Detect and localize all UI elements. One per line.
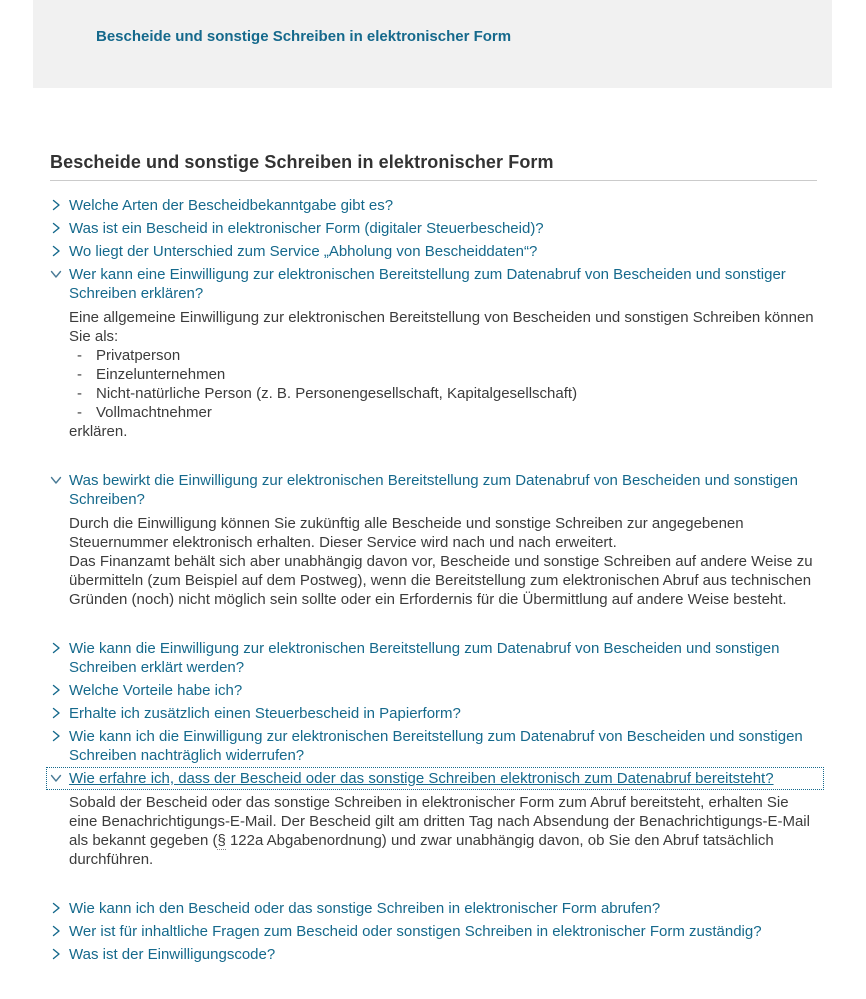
faq-question-label: Was ist ein Bescheid in elektronischer Form (digitaler Steuerbescheid)? (69, 220, 544, 237)
faq-answer (69, 514, 817, 609)
main-content (50, 88, 817, 966)
faq-question-was-bewirkt-einwilligung[interactable] (50, 469, 817, 511)
list-item-text: Privatperson (96, 347, 181, 364)
page-header-band (33, 0, 832, 88)
header-band-title: Bescheide und sonstige Schreiben in elektronischer Form (96, 28, 512, 45)
list-item (69, 403, 817, 422)
faq-question-benachrichtigung-bereitsteht[interactable] (46, 767, 824, 790)
faq-question-label: Wie kann ich die Einwilligung zur elektronischen Bereitstellung zum Datenabruf von Bescheiden und sonstigen Schreiben nachträglich widerrufen? (69, 728, 803, 764)
list-item (69, 365, 817, 384)
faq-question-label: Wie erfahre ich, dass der Bescheid oder das sonstige Schreiben elektronisch zum Datenabruf bereitsteht? (69, 770, 774, 787)
faq-question-label: Wie kann die Einwilligung zur elektronischen Bereitstellung zum Datenabruf von Bescheiden und sonstigen Schreiben erklärt werden? (69, 640, 780, 676)
answer-paragraph: erklären. (69, 423, 128, 440)
chevron-right-icon (50, 730, 62, 742)
abbr-paragraph-sign: § (217, 832, 226, 849)
chevron-right-icon (50, 925, 62, 937)
divider (50, 180, 817, 181)
faq-list (50, 194, 817, 966)
list-dash: - (77, 366, 82, 383)
faq-question-wer-kann-einwilligen[interactable] (50, 263, 817, 305)
faq-item (50, 194, 817, 217)
faq-question-label: Wer kann eine Einwilligung zur elektronischen Bereitstellung zum Datenabruf von Bescheiden und sonstiger Schreiben erklären? (69, 266, 786, 302)
faq-item (50, 263, 817, 441)
faq-item (50, 217, 817, 240)
list-dash: - (77, 347, 82, 364)
page-title: Bescheide und sonstige Schreiben in elektronischer Form (50, 152, 554, 172)
chevron-down-icon (50, 268, 62, 280)
faq-question-digitaler-steuerbescheid[interactable] (50, 217, 817, 240)
chevron-right-icon (50, 902, 62, 914)
faq-item (50, 725, 817, 767)
faq-question-label: Was bewirkt die Einwilligung zur elektronischen Bereitstellung zum Datenabruf von Bescheiden und sonstigen Schreiben? (69, 472, 799, 508)
faq-question-label: Welche Arten der Bescheidbekanntgabe gibt es? (69, 197, 394, 214)
faq-question-label: Erhalte ich zusätzlich einen Steuerbescheid in Papierform? (69, 705, 461, 722)
faq-question-bescheidbekanntgabe[interactable] (50, 194, 817, 217)
faq-question-abrufen[interactable] (50, 897, 817, 920)
faq-item (50, 943, 817, 966)
faq-question-label: Was ist der Einwilligungscode? (69, 946, 276, 963)
faq-question-einwilligungscode[interactable] (50, 943, 817, 966)
answer-list (69, 346, 817, 422)
faq-question-vorteile[interactable] (50, 679, 817, 702)
chevron-right-icon (50, 245, 62, 257)
chevron-right-icon (50, 684, 62, 696)
faq-answer (69, 308, 817, 441)
chevron-right-icon (50, 199, 62, 211)
faq-item (50, 767, 817, 869)
faq-item (50, 897, 817, 920)
answer-paragraph (69, 793, 817, 869)
chevron-right-icon (50, 642, 62, 654)
answer-paragraph: Durch die Einwilligung können Sie zukünftig alle Bescheide und sonstige Schreiben zur angegebenen Steuernummer elektronisch erhalten. Dieser Service wird nach und nach erweitert. (69, 515, 744, 551)
list-item (69, 346, 817, 365)
faq-answer (69, 793, 817, 869)
faq-question-widerrufen[interactable] (50, 725, 817, 767)
faq-question-papierform[interactable] (50, 702, 817, 725)
faq-question-label: Wer ist für inhaltliche Fragen zum Bescheid oder sonstigen Schreiben in elektronischer Form zuständig? (69, 923, 762, 940)
faq-question-inhaltliche-fragen[interactable] (50, 920, 817, 943)
answer-paragraph: Eine allgemeine Einwilligung zur elektronischen Bereitstellung von Bescheiden und sonstigen Schreiben können Sie als: (69, 309, 814, 345)
faq-question-label: Wo liegt der Unterschied zum Service „Abholung von Bescheiddaten“? (69, 243, 538, 260)
answer-text: 122a Abgabenordnung) und zwar unabhängig davon, ob Sie den Abruf tatsächlich durchführen. (69, 832, 774, 868)
faq-item (50, 637, 817, 679)
faq-item (50, 469, 817, 609)
list-item-text: Einzelunternehmen (96, 366, 226, 383)
list-item-text: Nicht-natürliche Person (z. B. Personengesellschaft, Kapitalgesellschaft) (96, 385, 578, 402)
faq-question-label: Welche Vorteile habe ich? (69, 682, 243, 699)
faq-item (50, 679, 817, 702)
faq-question-label: Wie kann ich den Bescheid oder das sonstige Schreiben in elektronischer Form abrufen? (69, 900, 661, 917)
faq-item (50, 920, 817, 943)
list-dash: - (77, 385, 82, 402)
faq-item (50, 702, 817, 725)
chevron-right-icon (50, 707, 62, 719)
chevron-right-icon (50, 222, 62, 234)
faq-question-unterschied-bescheiddaten[interactable] (50, 240, 817, 263)
chevron-down-icon (50, 474, 62, 486)
chevron-right-icon (50, 948, 62, 960)
list-dash: - (77, 404, 82, 421)
list-item-text: Vollmachtnehmer (96, 404, 212, 421)
list-item (69, 384, 817, 403)
chevron-down-icon (50, 772, 62, 784)
answer-paragraph: Das Finanzamt behält sich aber unabhängig davon vor, Bescheide und sonstige Schreiben auf andere Weise zu übermitteln (zum Beispiel auf dem Postweg), wenn die Bereitstellung zum elektronischen Abruf aus technischen Gründen (noch) nicht möglich sein sollte oder ein Erfordernis für die Übermittlung auf andere Weise besteht. (69, 553, 813, 608)
faq-item (50, 240, 817, 263)
faq-question-wie-einwilligung-erklaeren[interactable] (50, 637, 817, 679)
answer-text: Sobald der Bescheid oder das sonstige Schreiben in elektronischer Form zum Abruf bereitsteht, erhalten Sie eine Benachrichtigungs-E-Mail. Der Bescheid gilt am dritten Tag nach Absendung der Benachrichtigungs-E-Mail als bekannt gegeben ( (69, 794, 810, 849)
